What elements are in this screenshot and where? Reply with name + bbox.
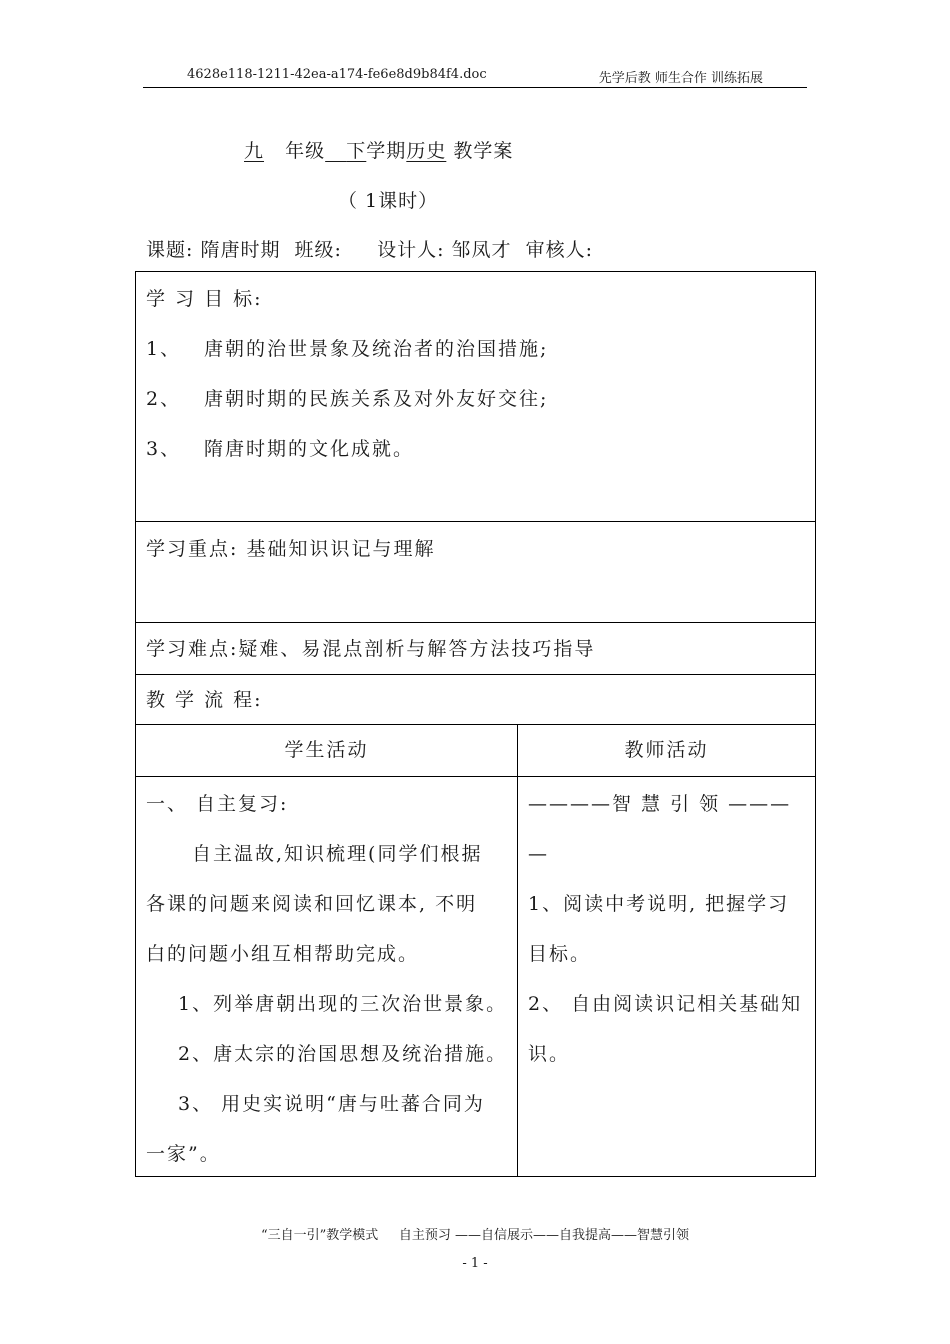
title-subject-suffix: 教学案: [453, 140, 514, 162]
goal-item: 2、 唐朝时期的民族关系及对外友好交往;: [146, 388, 549, 410]
difficulty-text: 学习难点:疑难、易混点剖析与解答方法技巧指导: [146, 638, 596, 660]
student-activity: [136, 777, 518, 1176]
header-doc-name: 4628e118-1211-42ea-a174-fe6e8d9b84f4.doc: [187, 67, 487, 82]
lesson-meta: 课题: 隋唐时期 班级: 设计人: 邹凤才 审核人:: [146, 239, 594, 261]
title-subject: 历史: [406, 140, 447, 162]
page-footer: “三自一引”教学模式 自主预习 ——自信展示——自我提高——智慧引领: [260, 1228, 690, 1243]
page-number: - 1 -: [462, 1256, 488, 1271]
activity-column-headers: [136, 725, 815, 777]
title-term-suffix: 学期: [366, 140, 407, 162]
page-header: [143, 64, 807, 88]
student-line: 一、 自主复习:: [146, 793, 289, 815]
title-term: 下: [346, 140, 367, 162]
teacher-line: 识。: [528, 1043, 571, 1065]
goal-item: 1、 唐朝的治世景象及统治者的治国措施;: [146, 338, 549, 360]
student-line: 2、唐太宗的治国思想及统治措施。: [178, 1043, 508, 1065]
title-grade: 九: [244, 140, 265, 162]
teacher-line: ————智 慧 引 领 ———: [528, 793, 792, 815]
student-column-header: 学生活动: [136, 725, 518, 776]
goal-item: 3、 隋唐时期的文化成就。: [146, 438, 415, 460]
teacher-line: —: [528, 843, 549, 865]
goals-heading: 学 习 目 标:: [146, 288, 263, 310]
lesson-count: （ 1课时）: [338, 190, 439, 212]
lesson-plan-table: [135, 271, 816, 1177]
student-line: 一家”。: [146, 1143, 221, 1165]
student-line: 自主温故,知识梳理(同学们根据: [192, 843, 483, 865]
teacher-line: 1、阅读中考说明, 把握学习: [528, 893, 790, 915]
student-line: 1、列举唐朝出现的三次治世景象。: [178, 993, 508, 1015]
student-line: 3、 用史实说明“唐与吐蕃合同为: [178, 1093, 485, 1115]
flow-section: [136, 675, 815, 725]
teacher-column-header: 教师活动: [624, 739, 709, 761]
activity-content: [136, 777, 815, 1176]
learning-goals-section: [136, 272, 815, 522]
key-point-section: [136, 522, 815, 623]
student-line: 各课的问题来阅读和回忆课本, 不明: [146, 893, 478, 915]
teacher-line: 2、 自由阅读识记相关基础知: [528, 993, 803, 1015]
header-motto: 先学后教 师生合作 训练拓展: [598, 71, 763, 86]
key-point-text: 学习重点: 基础知识识记与理解: [146, 538, 436, 560]
teacher-activity: [518, 777, 815, 1176]
title-grade-suffix: 年级: [285, 140, 326, 162]
teacher-line: 目标。: [528, 943, 592, 965]
flow-heading: 教 学 流 程:: [146, 689, 263, 711]
student-line: 白的问题小组互相帮助完成。: [146, 943, 420, 965]
document-title: [244, 136, 513, 163]
difficulty-section: [136, 623, 815, 675]
